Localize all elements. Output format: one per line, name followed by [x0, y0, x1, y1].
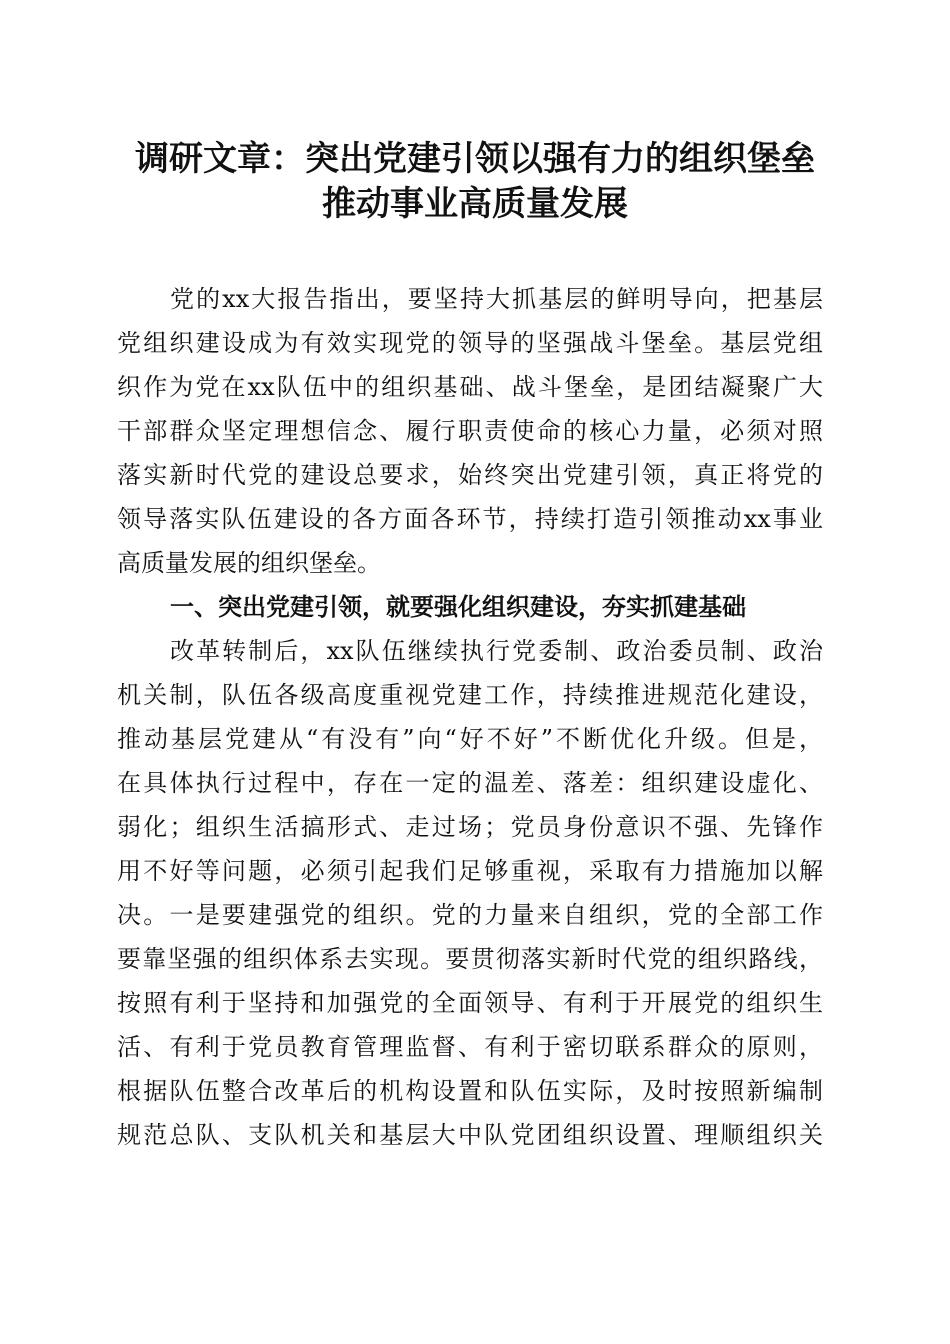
text-line: 落实新时代党的建设总要求，始终突出党建引领，真正将党的 — [117, 461, 823, 489]
text-line: 用不好等问题，必须引起我们足够重视，采取有力措施加以解 — [117, 857, 823, 885]
document-title-line-2: 推动事业高质量发展 — [322, 184, 628, 224]
text-line: 改革转制后，xx队伍继续执行党委制、政治委员制、政治 — [170, 637, 823, 665]
text-line: 在具体执行过程中，存在一定的温差、落差：组织建设虚化、 — [117, 769, 823, 797]
text-line: 弱化；组织生活搞形式、走过场；党员身份意识不强、先锋作 — [117, 813, 823, 841]
text-line: 高质量发展的组织堡垒。 — [117, 549, 381, 577]
text-line: 推动基层党建从“有没有”向“好不好”不断优化升级。但是， — [117, 725, 823, 753]
text-line: 要靠坚强的组织体系去实现。要贯彻落实新时代党的组织路线， — [117, 945, 823, 973]
text-line: 领导落实队伍建设的各方面各环节，持续打造引领推动xx事业 — [117, 505, 823, 533]
text-line: 决。一是要建强党的组织。党的力量来自组织，党的全部工作 — [117, 901, 823, 929]
text-line: 活、有利于党员教育管理监督、有利于密切联系群众的原则， — [117, 1033, 823, 1061]
document-title-line-1: 调研文章：突出党建引领以强有力的组织堡垒 — [135, 139, 815, 179]
section-heading: 一、突出党建引领，就要强化组织建设，夯实抓建基础 — [170, 592, 746, 621]
text-line: 党组织建设成为有效实现党的领导的坚强战斗堡垒。基层党组 — [117, 329, 823, 357]
text-line: 规范总队、支队机关和基层大中队党团组织设置、理顺组织关 — [117, 1121, 823, 1149]
text-line: 织作为党在xx队伍中的组织基础、战斗堡垒，是团结凝聚广大 — [117, 373, 823, 401]
text-line: 根据队伍整合改革后的机构设置和队伍实际，及时按照新编制 — [117, 1077, 823, 1105]
text-line: 党的xx大报告指出，要坚持大抓基层的鲜明导向，把基层 — [170, 285, 823, 313]
document-body — [117, 277, 823, 1157]
text-line: 按照有利于坚持和加强党的全面领导、有利于开展党的组织生 — [117, 989, 823, 1017]
text-line: 机关制，队伍各级高度重视党建工作，持续推进规范化建设， — [117, 681, 823, 709]
text-line: 干部群众坚定理想信念、履行职责使命的核心力量，必须对照 — [117, 417, 823, 445]
